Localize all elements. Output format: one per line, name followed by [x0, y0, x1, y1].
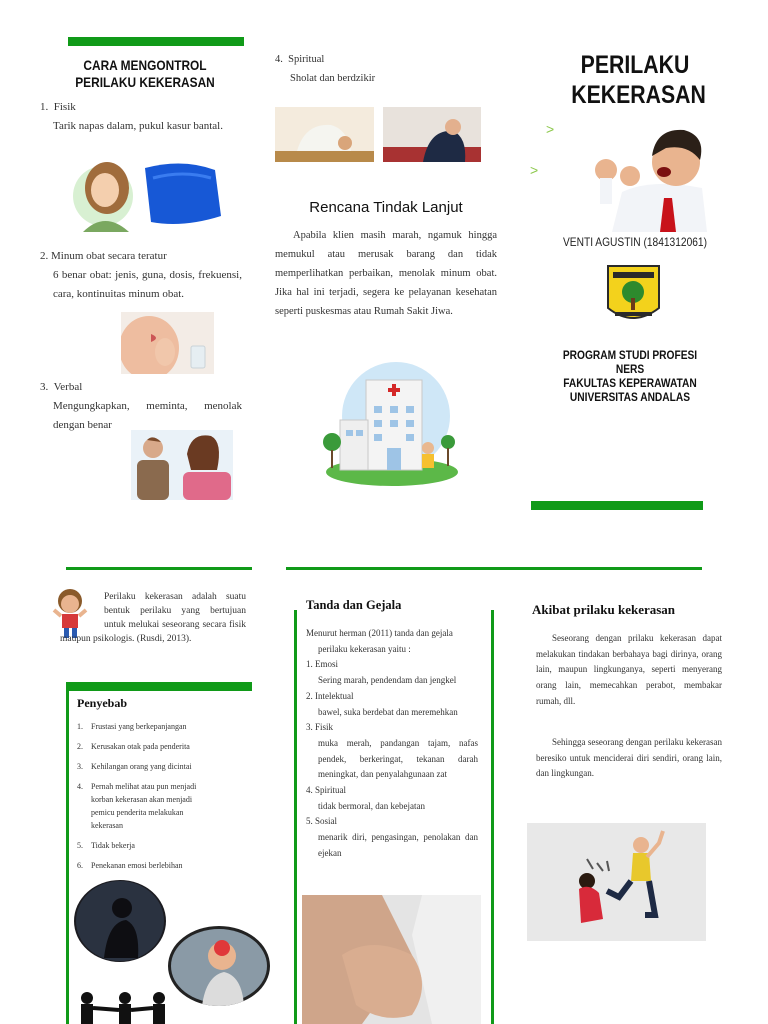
green-rule [286, 567, 702, 570]
list-item: 2. Intelektual [306, 690, 354, 701]
list-item: 2. Minum obat secara teratur 6 benar obat: jenis, guna, dosis, frekuensi, cara, kontinuitas minum obat. [40, 250, 242, 300]
definition: Perilaku kekerasan adalah suatu bentuk perilaku yang bertujuan untuk melukai seseorang secara fisik maupun psikologis. (Rusdi, 2013). [60, 592, 246, 644]
arrow-icon: > [530, 162, 539, 178]
panel-title: CARA MENGONTROL PERILAKU KEKERASAN [75, 57, 215, 90]
woman-pillow-image [65, 160, 221, 232]
list-item: 1. Frustasi yang berkepanjangan [77, 722, 187, 731]
green-rule [531, 501, 703, 510]
list-item: 1. Fisik Tarik napas dalam, pukul kasur bantal. [40, 101, 223, 132]
green-rule [491, 610, 494, 1024]
green-rule [66, 567, 252, 570]
list-item: 6. Penekanan emosi berlebihan [77, 861, 183, 870]
green-rule [66, 682, 69, 1024]
author: VENTI AGUSTIN (1841312061) [562, 235, 707, 249]
rtl-body: Apabila klien masih marah, ngamuk hingga memukul atau merusak barang dan tidak memperlihatkan perbaikan, menolak minum obat. Jika hal ini terjadi, segera ke pelayanan kesehatan seperti puskesmas atau Rumah Sakit Jiwa. [275, 230, 497, 317]
penyebab-title: Penyebab [77, 696, 128, 710]
headache-image [168, 926, 270, 1006]
list-item: 4. Spiritual Sholat dan berdzikir [275, 54, 376, 84]
green-rule [66, 682, 252, 691]
list-item: 4. Pernah melihat atau pun menjadi korban kekerasan akan menjadi pemicu penderita melakukan kekerasan [77, 782, 197, 830]
akibat-para2: Sehingga seseorang dengan perilaku kekerasan beresiko untuk menciderai diri sendiri, orang lain, dan lingkungan. [536, 737, 722, 779]
two-people-talking-image [131, 430, 233, 500]
angry-man-image [592, 122, 707, 232]
akibat-para1: Seseorang dengan prilaku kekerasan dapat melakukan tindakan berbahaya bagi dirinya, orang lain, maupun lingkunganya, seperti menyerang orang lain, memecahkan perabot, membakar rumah, dll. [536, 633, 722, 706]
violence-illustration [527, 823, 706, 941]
dzikir-image [383, 107, 481, 162]
penyebab-list [77, 720, 249, 872]
tanda-title: Tanda dan Gejala [306, 598, 402, 612]
list-item: 1. Emosi [306, 659, 339, 670]
list-item: 4. Spiritual [306, 785, 346, 796]
hospital-image [320, 362, 460, 492]
cover-title: PERILAKU KEKERASAN [571, 51, 706, 109]
dark-silhouette-image [74, 880, 166, 962]
program-info: PROGRAM STUDI PROFESI NERS FAKULTAS KEPERAWATAN UNIVERSITAS ANDALAS [562, 348, 698, 404]
praying-image [275, 107, 374, 162]
list-item: 5. Tidak bekerja [77, 841, 135, 850]
pill-taking-image [121, 312, 214, 374]
tanda-list: Menurut herman (2011) tanda dan gejala perilaku kekerasan yaitu : 1. Emosi Sering marah, pendendam dan jengkel 2. Intelektual bawel, suka berdebat dan meremehkan 3. Fisik muka merah, pandangan tajam, nafas pendek, berkeringat, tekanan darah meningkat, dan penyalahgunaan zat 4. Spiritual tidak bermoral, dan kebejatan 5. Sosial menarik diri, pengasingan, penolakan dan ejekan [306, 628, 478, 858]
list-item: 3. Verbal Mengungkapkan, meminta, menolak dengan benar [40, 381, 242, 431]
arrow-icon: > [546, 121, 555, 137]
list-item: 5. Sosial [306, 816, 338, 827]
list-item: 3. Kehilangan orang yang dicintai [77, 762, 192, 771]
university-logo [605, 264, 662, 328]
list-item: 2. Kerusakan otak pada penderita [77, 742, 190, 751]
green-rule [68, 37, 244, 46]
fighting-silhouette-image [75, 990, 175, 1024]
akibat-title: Akibat prilaku kekerasan [532, 602, 676, 617]
fist-image [302, 895, 481, 1024]
rtl-title: Rencana Tindak Lanjut [309, 199, 463, 216]
green-rule [294, 610, 297, 1024]
list-item: 3. Fisik [306, 722, 334, 733]
